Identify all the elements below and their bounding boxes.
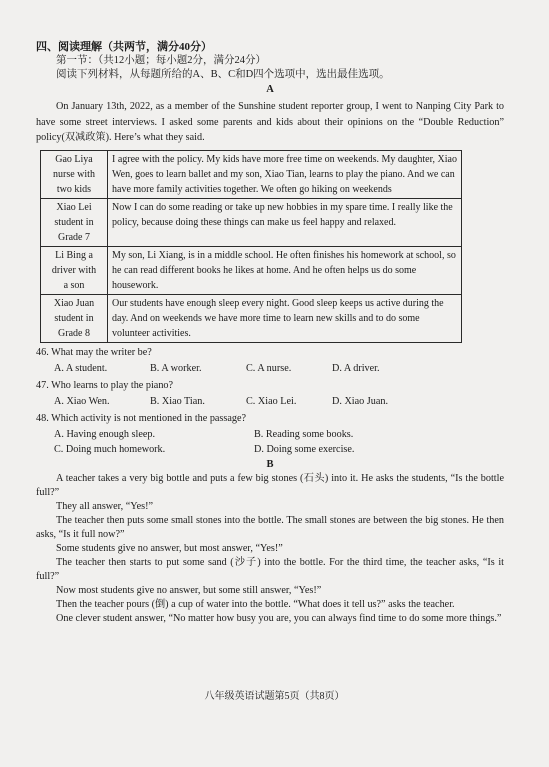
passage-b-paragraph: One clever student answer, “No matter how busy you are, you can always find time to do some more things.” [56,612,502,624]
table-row [41,294,462,342]
option-c[interactable]: C. Doing much homework. [54,443,166,455]
option-d[interactable]: D. Doing some exercise. [254,443,355,455]
part-one-heading: 第一节：（共12小题；每小题2分，满分24分） [56,55,266,66]
question-47: 47. Who learns to play the piano? [36,379,174,391]
interviewee-name: Xiao Juan [53,297,95,309]
interviewee-role: student in [54,312,94,324]
option-a[interactable]: A. A student. [54,362,108,374]
interviewee-quote: My son, Li Xiang, is in a middle school. He often finishes his homework at school, so he can read different books he likes at home. And he often helps us do some housework. [108,246,462,294]
interviewee-detail: Grade 8 [58,327,90,339]
question-48-options [54,427,504,457]
passage-a-intro: On January 13th, 2022, as a member of the Sunshine student reporter group, I went to Nanping City Park to have some street interviews. I asked some parents and kids about their opinions on the “Double Reduction” policy(双减政策). Here’s what they said. [36,101,504,143]
interviewee-quote: Our students have enough sleep every night. Good sleep keeps us active during the day. And on weekends we have more time to learn new skills and to do some volunteer activities. [108,294,462,342]
interviewee-cell [41,198,108,246]
passage-b-paragraph: Some students give no answer, but most answer, “Yes!” [56,542,283,554]
passage-a-label: A [266,84,274,95]
passage-b-paragraph: The teacher then puts some small stones into the bottle. The small stones are between the big stones. He then asks, “Is it full now?” [36,514,504,540]
passage-b-paragraph: Then the teacher pours (倒) a cup of water into the bottle. “What does it tell us?” asks the teacher. [56,598,455,610]
passage-b-paragraph: Now most students give no answer, but some still answer, “Yes!” [56,584,322,596]
option-b[interactable]: B. Xiao Tian. [150,395,205,407]
option-d[interactable]: D. Xiao Juan. [332,395,389,407]
interview-table [40,150,462,343]
interviewee-name: Xiao Lei [56,201,92,213]
passage-b-label: B [266,458,274,470]
interviewee-role: nurse with [53,168,95,180]
interviewee-role: student in [54,216,94,228]
passage-b-paragraph: They all answer, “Yes!” [56,500,154,512]
question-46-options [54,361,504,376]
question-48: 48. Which activity is not mentioned in the passage? [36,412,247,424]
interviewee-cell [41,246,108,294]
passage-b-paragraph: A teacher takes a very big bottle and puts a few big stones (石头) into it. He asks the students, “Is the bottle full?” [36,472,504,498]
interviewee-detail: Grade 7 [58,231,90,243]
page-footer: 八年级英语试题第5页（共8页） [204,691,345,702]
table-row [41,150,462,198]
option-d[interactable]: D. A driver. [332,362,380,374]
interviewee-quote: I agree with the policy. My kids have more free time on weekends. My daughter, Xiao Wen, goes to learn ballet and my son, Xiao Tian, learns to play the piano. And we can have more family activities together. We often go hiking on weekends [108,150,462,198]
section-title: 四、阅读理解（共两节，满分40分） [36,41,212,53]
interviewee-name: Gao Liya [55,153,93,165]
interviewee-detail: two kids [56,183,92,195]
option-b[interactable]: B. A worker. [150,362,202,374]
interviewee-cell [41,294,108,342]
passage-b-paragraph: The teacher then starts to put some sand (沙子) into the bottle. For the third time, the teacher asks, “Is it full?” [36,556,504,582]
option-a[interactable]: A. Xiao Wen. [54,395,110,407]
interviewee-cell [41,150,108,198]
interviewee-role: driver with [51,264,97,276]
question-47-options [54,394,504,409]
table-row [41,198,462,246]
interviewee-name: Li Bing a [55,249,93,261]
option-c[interactable]: C. Xiao Lei. [246,395,297,407]
question-46: 46. What may the writer be? [36,346,152,358]
option-b[interactable]: B. Reading some books. [254,428,354,440]
exam-page [36,40,504,626]
instruction: 阅读下列材料，从每题所给的A、B、C和D四个选项中，选出最佳选项。 [56,69,390,80]
table-row [41,246,462,294]
interviewee-detail: a son [63,279,85,291]
interviewee-quote: Now I can do some reading or take up new hobbies in my spare time. I really like the policy, because doing these things can make us feel happy and relaxed. [108,198,462,246]
option-a[interactable]: A. Having enough sleep. [54,428,156,440]
option-c[interactable]: C. A nurse. [246,362,292,374]
